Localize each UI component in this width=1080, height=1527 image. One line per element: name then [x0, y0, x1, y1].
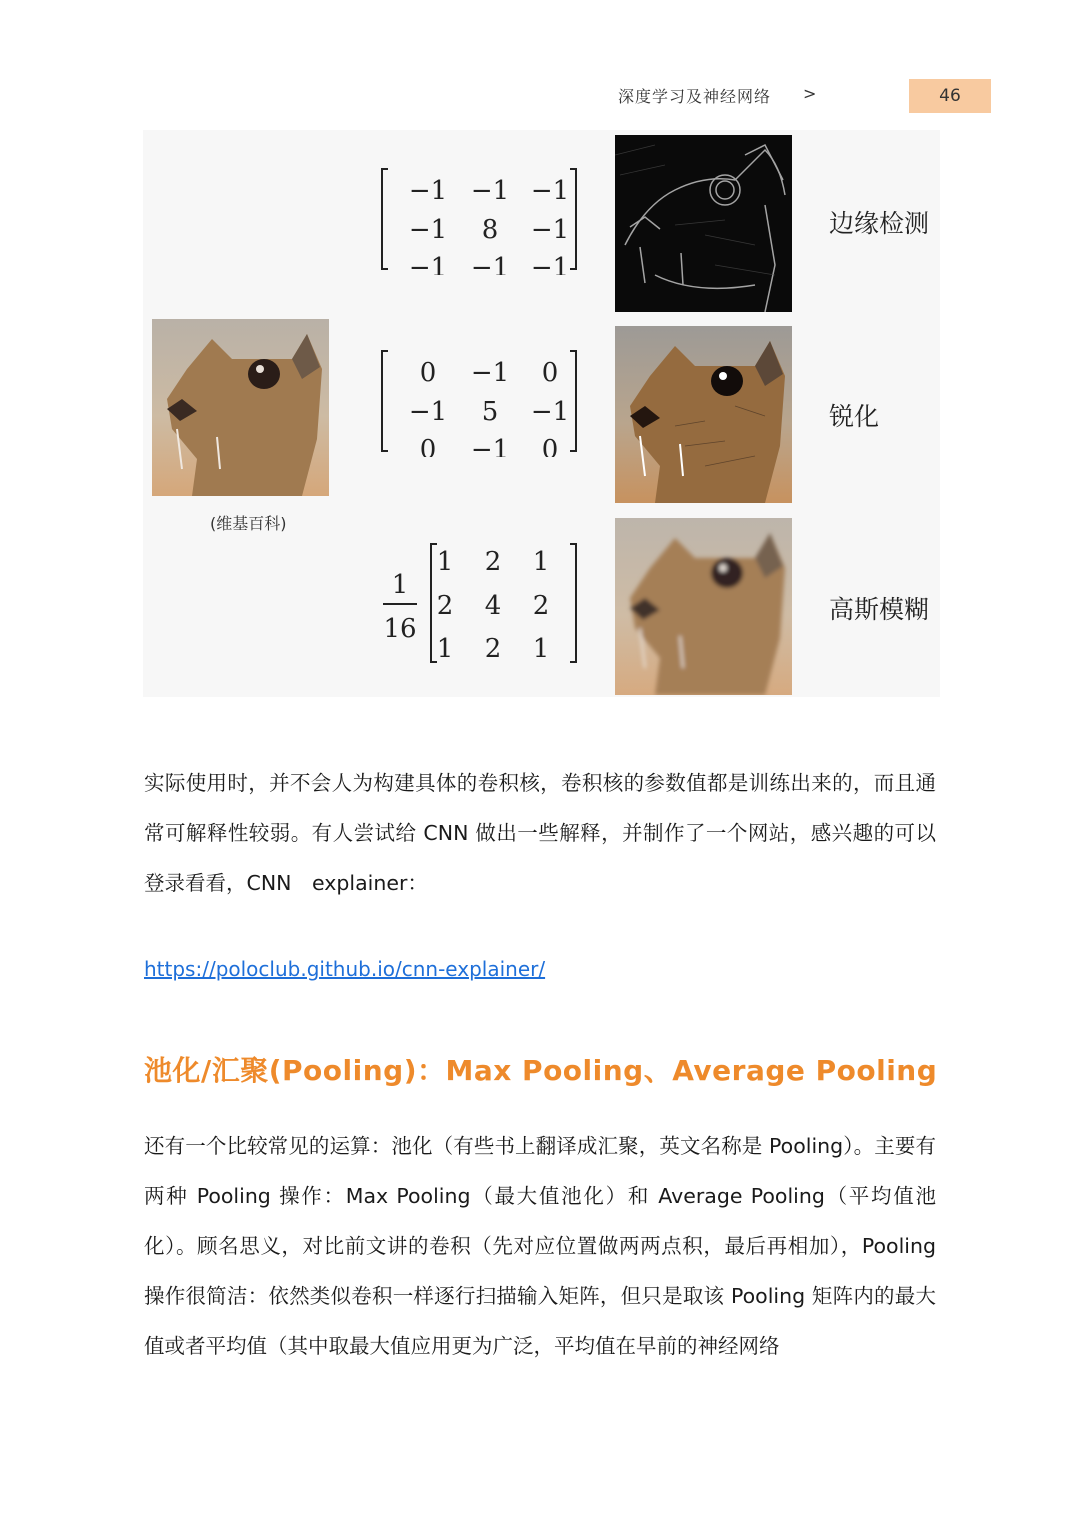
kernel-cell: 1 [532, 547, 550, 577]
kernel-cell: 2 [484, 547, 502, 577]
page-number-badge: 46 [909, 79, 991, 113]
edge-detection-matrix [378, 165, 588, 275]
sharpen-label: 锐化 [829, 402, 880, 431]
kernel-cell: −1 [530, 215, 570, 245]
kernel-cell: 1 [436, 547, 454, 577]
kernel-cell: −1 [530, 397, 570, 427]
kernel-cell: −1 [408, 253, 448, 275]
kernel-cell: 0 [541, 435, 559, 457]
paragraph-kernel-explanation: 实际使用时，并不会人为构建具体的卷积核，卷积核的参数值都是训练出来的，而且通常可解释性较弱。有人尝试给 CNN 做出一些解释，并制作了一个网站，感兴趣的可以登录看看，CNN explainer： [144, 771, 936, 895]
kernel-cell: 5 [481, 397, 499, 427]
convolution-kernel-figure [143, 130, 940, 697]
kernel-cell: −1 [470, 253, 510, 275]
image-caption: (维基百科) [210, 514, 287, 533]
section-heading-pooling: 池化/汇聚(Pooling)：Max Pooling、Average Pooling [144, 1054, 938, 1087]
gaussian-blur-label: 高斯模糊 [829, 595, 930, 624]
kernel-cell: −1 [470, 176, 510, 206]
kernel-cell: 0 [419, 435, 437, 457]
kernel-cell: −1 [530, 253, 570, 275]
paragraph-pooling-intro: 还有一个比较常见的运算：池化（有些书上翻译成汇聚，英文名称是 Pooling）。主要有两种 Pooling 操作：Max Pooling（最大值池化）和 Average Pooling（平均值池化）。顾名思义，对比前文讲的卷积（先对应位置做两两点积，最后再相加），Pooling 操作很简洁：依然类似卷积一样逐行扫描输入矩阵，但只是取该 Pooling 矩阵内的最大值或者平均值（其中取最大值应用更为广泛，平均值在早前的神经网络 [144, 1134, 936, 1358]
kernel-cell: 2 [532, 591, 550, 621]
fraction-denominator: 16 [383, 614, 417, 644]
kernel-cell: −1 [470, 358, 510, 388]
chevron-right-icon: > [803, 84, 817, 103]
cnn-explainer-link[interactable]: https://poloclub.github.io/cnn-explainer/ [144, 957, 546, 981]
edge-detection-label: 边缘检测 [829, 209, 930, 238]
kernel-cell: 0 [541, 358, 559, 388]
original-image [152, 319, 329, 496]
kernel-cell: 2 [436, 591, 454, 621]
kernel-cell: −1 [408, 176, 448, 206]
gaussian-blur-image [615, 518, 792, 695]
kernel-cell: −1 [530, 176, 570, 206]
kernel-cell: −1 [408, 397, 448, 427]
kernel-cell: 4 [484, 591, 502, 621]
kernel-cell: 8 [481, 215, 499, 245]
kernel-cell: 2 [484, 634, 502, 664]
gaussian-blur-matrix [373, 538, 598, 668]
sharpen-matrix [378, 347, 588, 457]
running-header-title: 深度学习及神经网络 [618, 87, 772, 106]
kernel-cell: 1 [436, 634, 454, 664]
edge-detection-image [615, 135, 792, 312]
sharpen-image [615, 326, 792, 503]
kernel-cell: −1 [408, 215, 448, 245]
fraction-numerator: 1 [391, 570, 409, 600]
kernel-cell: 0 [419, 358, 437, 388]
kernel-cell: −1 [470, 435, 510, 457]
kernel-cell: 1 [532, 634, 550, 664]
